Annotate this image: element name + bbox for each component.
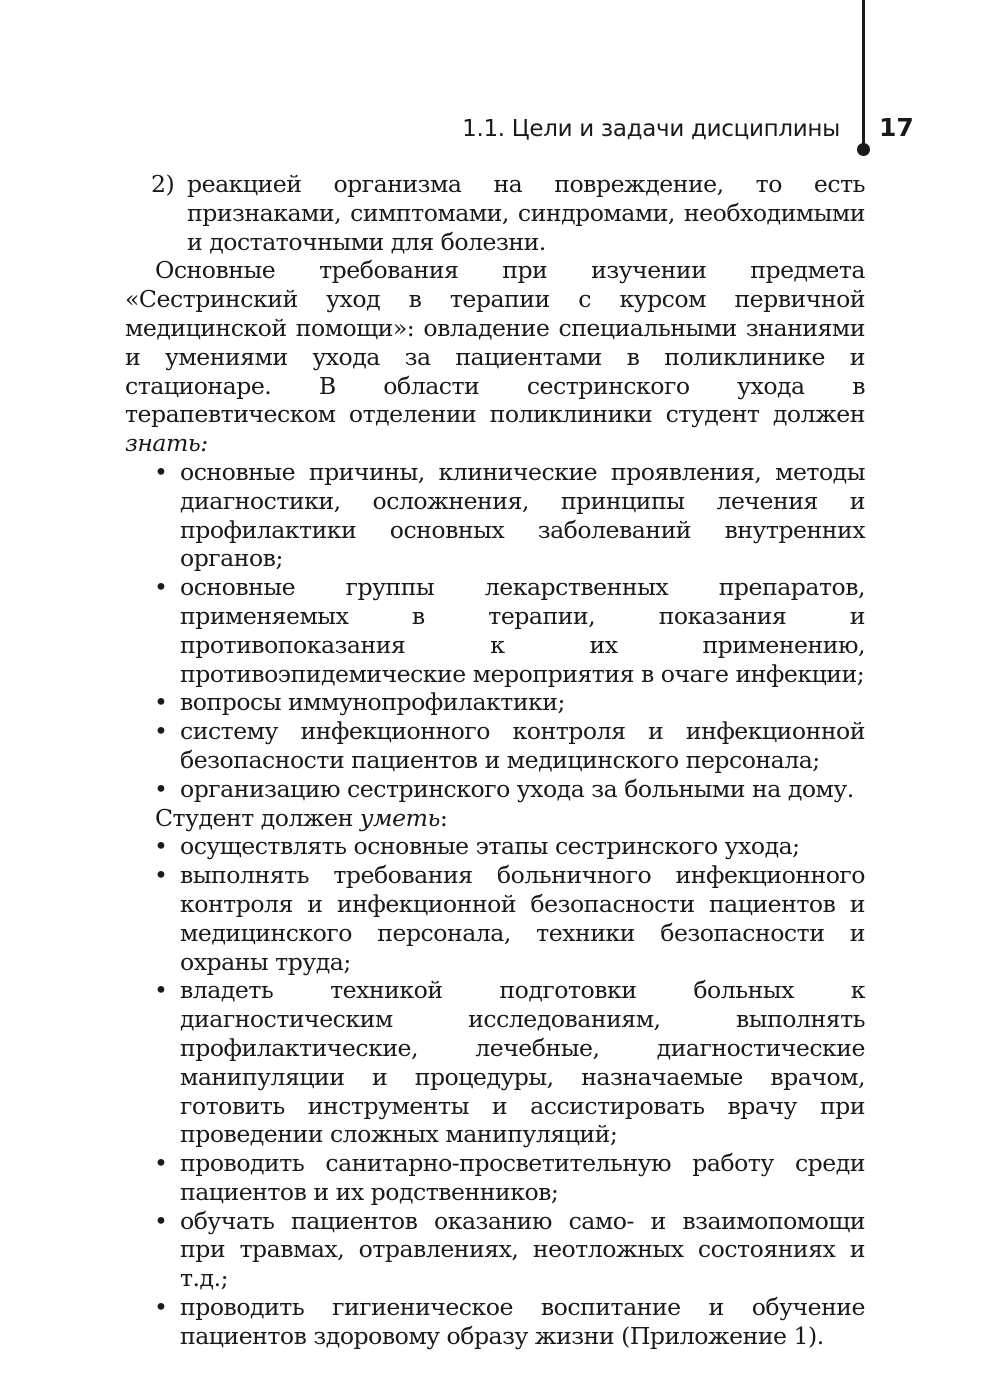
able-list-item-text: выполнять требования больничного инфекционного контроля и инфекционной безопасности пациентов и медицинского персонала, техники безопасности и охраны труда; bbox=[180, 861, 865, 976]
able-list-item bbox=[125, 976, 865, 1149]
know-list-item bbox=[125, 717, 865, 775]
numbered-item-marker: 2) bbox=[151, 170, 175, 198]
know-list-item bbox=[125, 573, 865, 688]
know-list-item-text: систему инфекционного контроля и инфекционной безопасности пациентов и медицинского персонала; bbox=[180, 717, 865, 774]
bullet-marker: • bbox=[154, 1149, 168, 1178]
able-list-item bbox=[125, 1149, 865, 1207]
know-list-item-text: основные причины, клинические проявления, методы диагностики, осложнения, принципы лечения и профилактики основных заболеваний внутренних органов; bbox=[180, 457, 865, 573]
running-head-title: 1.1. Цели и задачи дисциплины bbox=[462, 116, 840, 142]
bullet-marker: • bbox=[154, 717, 168, 746]
requirements-paragraph-text: Основные требования при изучении предмета «Сестринский уход в терапии с курсом первичной медицинской помощи»: овладение специальными знаниями и умениями ухода за пациентами в поликлинике и стационаре. В области сестринского ухода в терапевтическом отделении поликлиники студент должен bbox=[125, 256, 865, 429]
numbered-item-2 bbox=[125, 170, 865, 256]
know-list-item-text: организацию сестринского ухода за больными на дому. bbox=[180, 774, 854, 803]
bullet-marker: • bbox=[154, 861, 168, 890]
bullet-marker: • bbox=[154, 457, 168, 486]
requirements-paragraph bbox=[125, 256, 865, 458]
know-list-item-text: основные группы лекарственных препаратов, применяемых в терапии, показания и противопоказания к их применению, противоэпидемические мероприятия в очаге инфекции; bbox=[180, 573, 865, 688]
know-emphasis: знать: bbox=[125, 429, 208, 458]
able-list-item-text: осуществлять основные этапы сестринского ухода; bbox=[180, 832, 800, 861]
able-lead-paragraph bbox=[125, 804, 865, 833]
bullet-marker: • bbox=[154, 1293, 168, 1322]
able-list-item bbox=[125, 861, 865, 976]
know-list-item bbox=[125, 458, 865, 573]
know-list bbox=[125, 458, 865, 804]
able-list-item-text: проводить гигиеническое воспитание и обучение пациентов здоровому образу жизни (Приложение 1). bbox=[180, 1293, 865, 1350]
bullet-marker: • bbox=[154, 832, 168, 861]
bullet-marker: • bbox=[154, 688, 168, 717]
able-lead-text: Студент должен bbox=[155, 803, 360, 832]
bullet-marker: • bbox=[154, 573, 168, 602]
able-list-item bbox=[125, 832, 865, 861]
able-lead-tail: : bbox=[439, 803, 448, 832]
know-list-item bbox=[125, 775, 865, 804]
able-list-item bbox=[125, 1293, 865, 1351]
able-emphasis: уметь bbox=[359, 803, 440, 832]
numbered-item-text: реакцией организма на повреждение, то есть признаками, симптомами, синдромами, необходимыми и достаточными для болезни. bbox=[187, 170, 865, 256]
able-list-item bbox=[125, 1207, 865, 1293]
bullet-marker: • bbox=[154, 774, 168, 803]
bullet-marker: • bbox=[154, 976, 168, 1005]
able-list-item-text: владеть техникой подготовки больных к диагностическим исследованиям, выполнять профилактические, лечебные, диагностические манипуляции и процедуры, назначаемые врачом, готовить инструменты и ассистировать врачу при проведении сложных манипуляций; bbox=[180, 976, 865, 1149]
bullet-marker: • bbox=[154, 1206, 168, 1235]
able-list bbox=[125, 832, 865, 1350]
header-vertical-rule bbox=[862, 0, 865, 148]
header-rule-dot bbox=[857, 143, 870, 156]
know-list-item bbox=[125, 688, 865, 717]
page-number: 17 bbox=[879, 113, 914, 142]
able-list-item-text: обучать пациентов оказанию само- и взаимопомощи при травмах, отравлениях, неотложных состояниях и т.д.; bbox=[180, 1206, 865, 1293]
able-list-item-text: проводить санитарно-просветительную работу среди пациентов и их родственников; bbox=[180, 1149, 865, 1206]
page-body bbox=[125, 170, 865, 1351]
know-list-item-text: вопросы иммунопрофилактики; bbox=[180, 688, 565, 717]
